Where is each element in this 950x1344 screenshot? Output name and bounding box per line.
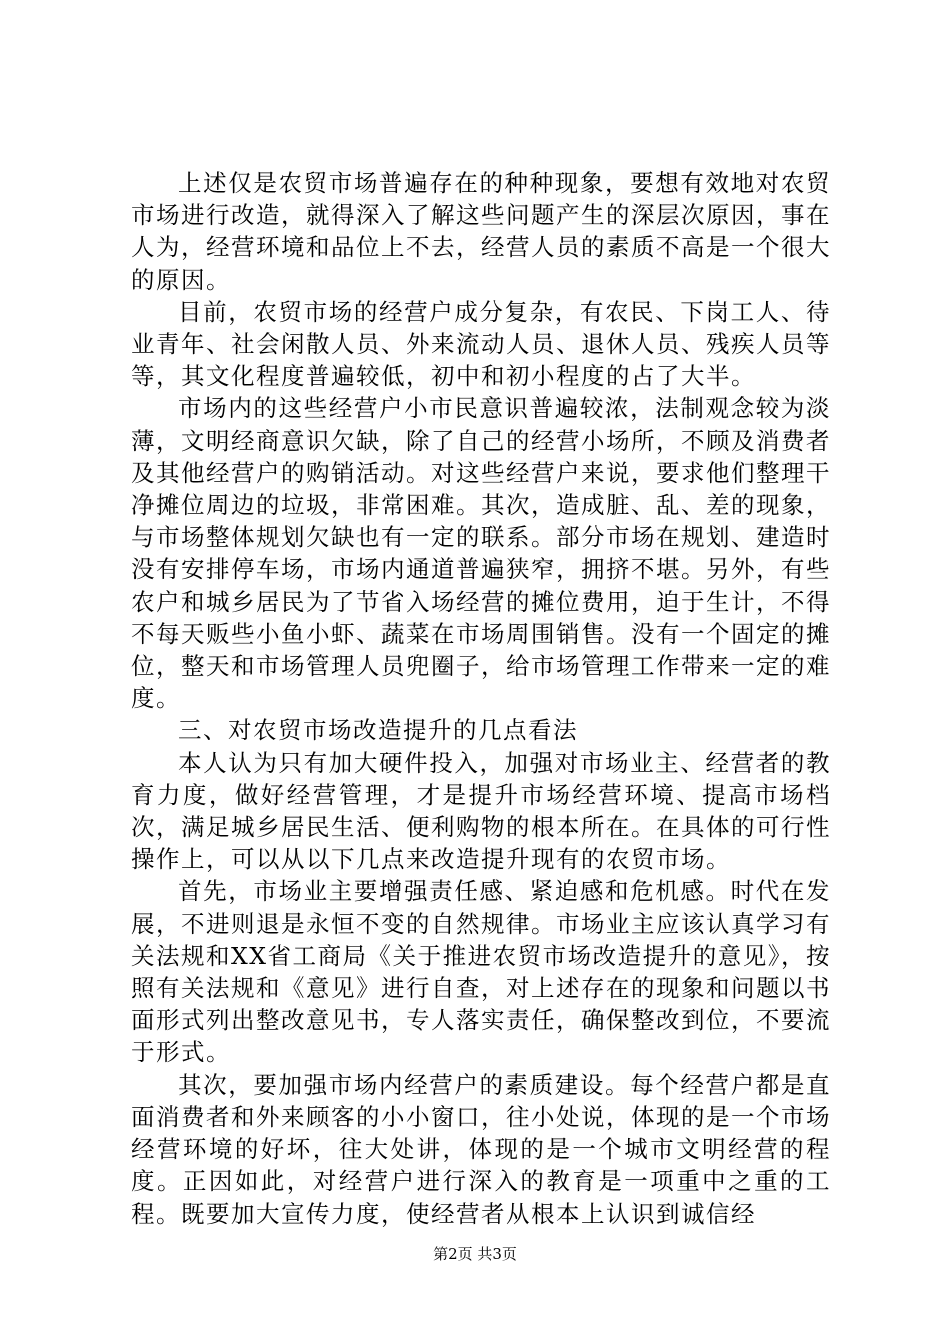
page-number-label: 第2页 共3页 [433, 1245, 517, 1263]
paragraph-1: 上述仅是农贸市场普遍存在的种种现象，要想有效地对农贸市场进行改造，就得深入了解这些问题产生的深层次原因，事在人为，经营环境和品位上不去，经营人员的素质不高是一个很大的原因。 [131, 169, 831, 294]
paragraph-6: 其次，要加强市场内经营户的素质建设。每个经营户都是直面消费者和外来顾客的小小窗口，往小处说，体现的是一个市场经营环境的好坏，往大处讲，体现的是一个城市文明经营的程度。正因如此，对经营户进行深入的教育是一项重中之重的工程。既要加大宣传力度，使经营者从根本上认识到诚信经 [131, 1070, 831, 1228]
page-footer [0, 1244, 950, 1264]
document-body [131, 167, 831, 1230]
paragraph-5: 首先，市场业主要增强责任感、紧迫感和危机感。时代在发展，不进则退是永恒不变的自然规律。市场业主应该认真学习有关法规和XX省工商局《关于推进农贸市场改造提升的意见》，按照有关法规和《意见》进行自查，对上述存在的现象和问题以书面形式列出整改意见书，专人落实责任，确保整改到位，不要流于形式。 [131, 877, 831, 1067]
paragraph-3: 市场内的这些经营户小市民意识普遍较浓，法制观念较为淡薄，文明经商意识欠缺，除了自己的经营小场所，不顾及消费者及其他经营户的购销活动。对这些经营户来说，要求他们整理干净摊位周边的垃圾，非常困难。其次，造成脏、乱、差的现象，与市场整体规划欠缺也有一定的联系。部分市场在规划、建造时没有安排停车场，市场内通道普遍狭窄，拥挤不堪。另外，有些农户和城乡居民为了节省入场经营的摊位费用，迫于生计，不得不每天贩些小鱼小虾、蔬菜在市场周围销售。没有一个固定的摊位，整天和市场管理人员兜圈子，给市场管理工作带来一定的难度。 [131, 394, 831, 713]
paragraph-2: 目前，农贸市场的经营户成分复杂，有农民、下岗工人、待业青年、社会闲散人员、外来流动人员、退休人员、残疾人员等等，其文化程度普遍较低，初中和初小程度的占了大半。 [131, 297, 831, 391]
section-heading: 三、对农贸市场改造提升的几点看法 [178, 716, 578, 745]
paragraph-4: 本人认为只有加大硬件投入，加强对市场业主、经营者的教育力度，做好经营管理，才是提升市场经营环境、提高市场档次，满足城乡居民生活、便利购物的根本所在。在具体的可行性操作上，可以从以下几点来改造提升现有的农贸市场。 [131, 748, 831, 874]
